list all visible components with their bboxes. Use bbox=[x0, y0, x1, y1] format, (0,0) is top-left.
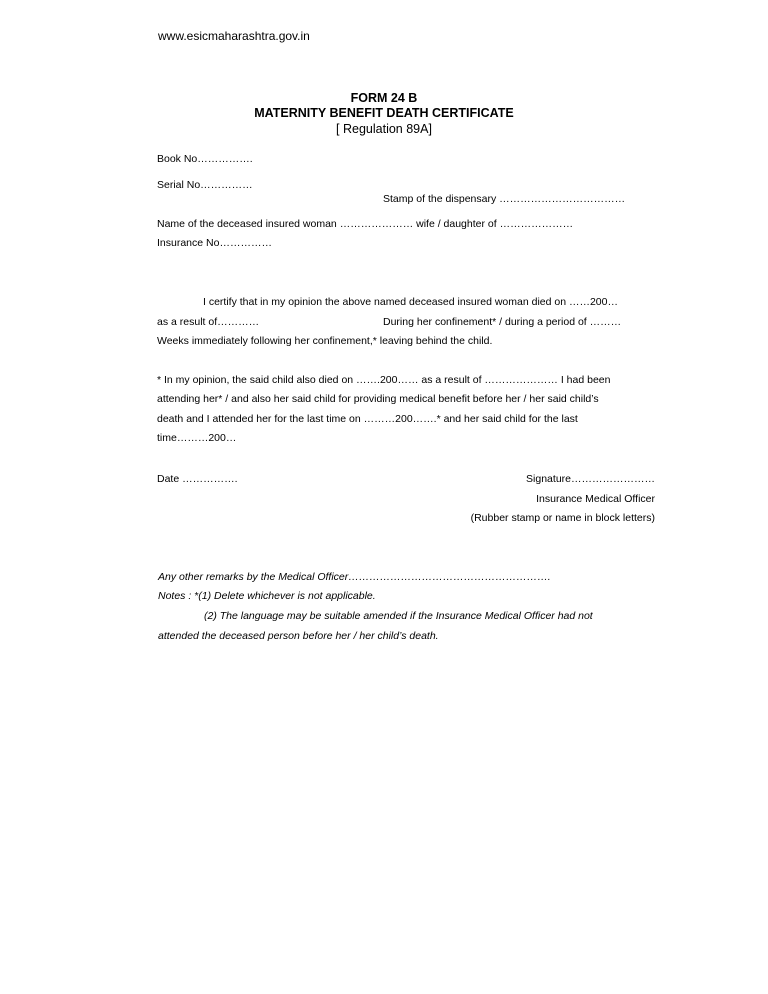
form-number: FORM 24 B bbox=[350, 91, 418, 105]
serial-number-field: Serial No…………… bbox=[157, 179, 253, 191]
signature-field: Signature…………………… bbox=[526, 473, 655, 485]
child-statement-line-1: * In my opinion, the said child also died on …….200…… as a result of ………………… I had been bbox=[157, 374, 611, 386]
certification-line-2b: During her confinement* / during a period of ……… bbox=[383, 316, 622, 328]
child-statement-line-4: time………200… bbox=[157, 432, 237, 444]
child-statement-line-2: attending her* / and also her said child for providing medical benefit before her / her said child’s bbox=[157, 393, 599, 405]
certification-line-3: Weeks immediately following her confinement,* leaving behind the child. bbox=[157, 335, 493, 347]
form-title: MATERNITY BENEFIT DEATH CERTIFICATE bbox=[254, 106, 514, 120]
note-1: Notes : *(1) Delete whichever is not applicable. bbox=[158, 590, 376, 602]
rubber-stamp-note: (Rubber stamp or name in block letters) bbox=[470, 512, 655, 524]
deceased-name-field: Name of the deceased insured woman ………………… wife / daughter of ………………… bbox=[157, 218, 574, 230]
date-field: Date ……………. bbox=[157, 473, 238, 485]
insurance-number-field: Insurance No…………… bbox=[157, 237, 272, 249]
officer-title: Insurance Medical Officer bbox=[536, 493, 655, 505]
certification-line-2a: as a result of………… bbox=[157, 316, 260, 328]
certification-line-1: I certify that in my opinion the above named deceased insured woman died on ……200… bbox=[203, 296, 618, 308]
note-2-continuation: attended the deceased person before her / her child’s death. bbox=[158, 630, 439, 642]
remarks-line: Any other remarks by the Medical Officer…………………………………………………. bbox=[158, 571, 551, 583]
form-regulation: [ Regulation 89A] bbox=[336, 122, 432, 136]
book-number-field: Book No……………. bbox=[157, 153, 253, 165]
child-statement-line-3: death and I attended her for the last time on ………200…….* and her said child for the last bbox=[157, 413, 578, 425]
website-url: www.esicmaharashtra.gov.in bbox=[158, 29, 310, 43]
dispensary-stamp-field: Stamp of the dispensary ……………………………… bbox=[383, 193, 626, 205]
note-2: (2) The language may be suitable amended if the Insurance Medical Officer had not bbox=[204, 610, 593, 622]
